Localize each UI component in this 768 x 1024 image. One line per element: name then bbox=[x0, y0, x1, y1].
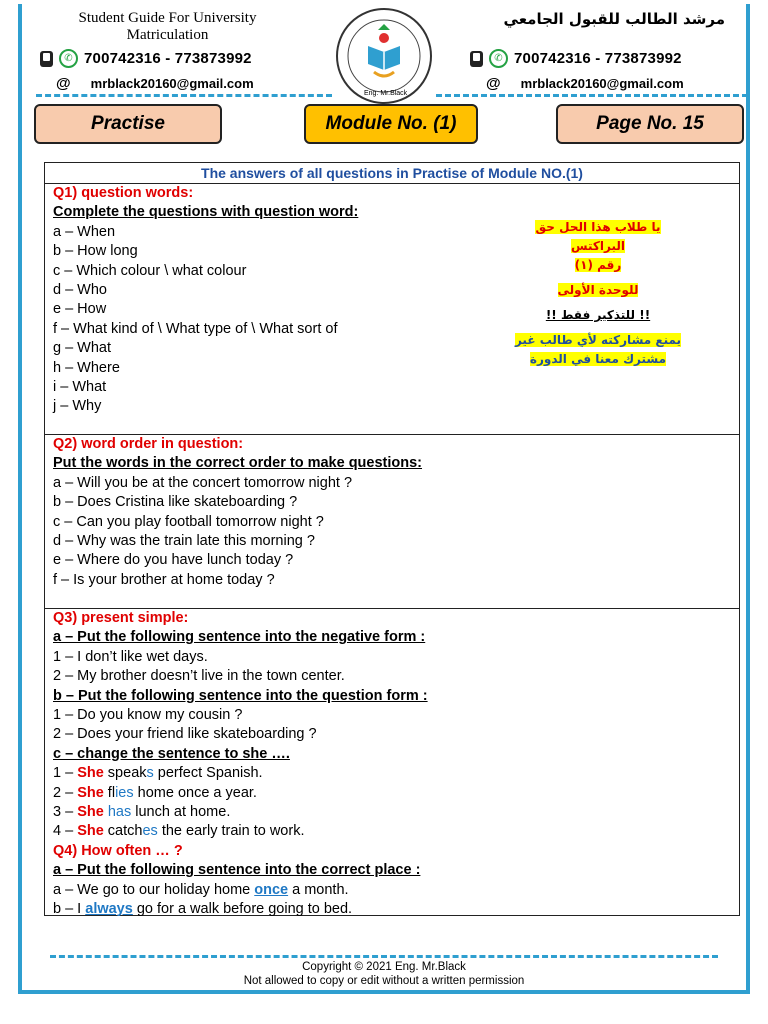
subject-she: She bbox=[77, 823, 104, 840]
list-item: a – When bbox=[53, 223, 116, 240]
subject-she: She bbox=[77, 804, 104, 821]
email-row-right bbox=[486, 75, 684, 92]
tab-page-number bbox=[556, 104, 744, 144]
header-title-en-line2: Matriculation bbox=[126, 27, 209, 43]
phone-icon bbox=[470, 51, 483, 67]
arabic-note-line5: يمنع مشاركته لأي طالب غير bbox=[514, 333, 682, 347]
arabic-note bbox=[513, 218, 683, 369]
list-item: a – Will you be at the concert tomorrow night ? bbox=[53, 474, 353, 491]
phone-row-left bbox=[40, 49, 252, 68]
list-item: 1 – I don’t like wet days. bbox=[53, 648, 208, 665]
item-number: 4 – bbox=[53, 823, 78, 840]
q2-instruction: Put the words in the correct order to make questions: bbox=[53, 455, 423, 472]
arabic-note-line3: للوحدة الأولى bbox=[557, 283, 639, 297]
item-number: 2 – bbox=[53, 784, 78, 801]
text-part: fl bbox=[103, 784, 116, 801]
arabic-note-line4: !! للتذكير فقط !! bbox=[545, 308, 651, 322]
email-address: mrblack20160@gmail.com bbox=[520, 76, 684, 91]
q4-part-a: a – Put the following sentence into the correct place : bbox=[53, 862, 421, 879]
text-part: perfect Spanish. bbox=[153, 765, 263, 782]
list-item: i – What bbox=[53, 379, 107, 396]
section-q3-q4 bbox=[45, 609, 739, 918]
list-item: b – Does Cristina like skateboarding ? bbox=[53, 494, 298, 511]
text-part: lunch at home. bbox=[131, 804, 231, 821]
list-item bbox=[53, 822, 731, 841]
q2-heading: Q2) word order in question: bbox=[53, 436, 244, 452]
tab-module-label: Module No. (1) bbox=[325, 113, 457, 134]
list-item bbox=[53, 764, 731, 783]
footer-copyright: Copyright © 2021 Eng. Mr.Black bbox=[302, 961, 466, 973]
section-q1 bbox=[45, 184, 739, 435]
subject-she: She bbox=[77, 765, 104, 782]
list-item: 2 – Does your friend like skateboarding ? bbox=[53, 726, 317, 743]
list-item bbox=[53, 900, 731, 919]
q1-instruction: Complete the questions with question word: bbox=[53, 204, 359, 221]
header-title-ar: مرشد الطالب للقبول الجامعي bbox=[503, 10, 725, 28]
verb-ending-highlight: s bbox=[146, 765, 154, 782]
q3-heading: Q3) present simple: bbox=[53, 610, 189, 626]
text-part: a month. bbox=[288, 881, 349, 898]
list-item: b – How long bbox=[53, 243, 138, 260]
list-item: c – Which colour \ what colour bbox=[53, 262, 247, 279]
list-item: h – Where bbox=[53, 359, 120, 376]
phone-numbers: 700742316 - 773873992 bbox=[514, 50, 682, 67]
list-item: e – Where do you have lunch today ? bbox=[53, 552, 294, 569]
logo-caption: Eng. Mr.Black bbox=[364, 90, 408, 97]
footer-divider bbox=[50, 955, 718, 958]
list-item bbox=[53, 784, 731, 803]
logo bbox=[336, 8, 432, 104]
q3-part-c: c – change the sentence to she …. bbox=[53, 745, 290, 762]
list-item: c – Can you play football tomorrow night ? bbox=[53, 513, 324, 530]
q3-part-b: b – Put the following sentence into the question form : bbox=[53, 687, 428, 704]
text-part: the early train to work. bbox=[157, 823, 305, 840]
at-icon: @ bbox=[56, 75, 71, 92]
q3-part-a: a – Put the following sentence into the negative form : bbox=[53, 629, 426, 646]
q1-heading: Q1) question words: bbox=[53, 185, 194, 201]
item-number: 1 – bbox=[53, 765, 78, 782]
tab-module bbox=[304, 104, 478, 144]
text-part: catch bbox=[103, 823, 143, 840]
list-item: g – What bbox=[53, 340, 112, 357]
arabic-note-line1: يا طلاب هذا الحل حق البراكتس bbox=[535, 220, 661, 253]
header-divider-right bbox=[436, 94, 748, 97]
phone-numbers: 700742316 - 773873992 bbox=[84, 50, 252, 67]
whatsapp-icon: ✆ bbox=[59, 49, 78, 68]
phone-icon bbox=[40, 51, 53, 67]
phone-row-right bbox=[470, 49, 682, 68]
whatsapp-icon: ✆ bbox=[489, 49, 508, 68]
header-right bbox=[460, 10, 750, 28]
list-item: j – Why bbox=[53, 398, 102, 415]
list-item: e – How bbox=[53, 301, 107, 318]
list-item: f – What kind of \ What type of \ What sort of bbox=[53, 320, 338, 337]
list-item: d – Who bbox=[53, 282, 107, 299]
section-q2 bbox=[45, 435, 739, 609]
footer-notice: Not allowed to copy or edit without a written permission bbox=[243, 975, 525, 987]
tab-practise-label: Practise bbox=[91, 113, 165, 134]
arabic-note-line6: مشترك معنا في الدورة bbox=[529, 352, 667, 366]
adverb-highlight: once bbox=[254, 881, 289, 898]
adverb-highlight: always bbox=[85, 901, 133, 918]
tab-page-label: Page No. 15 bbox=[596, 113, 704, 134]
logo-emblem-icon bbox=[338, 10, 430, 102]
header-left bbox=[40, 10, 340, 44]
tab-practise bbox=[34, 104, 222, 144]
at-icon: @ bbox=[486, 75, 501, 92]
text-part: b – I bbox=[53, 901, 86, 918]
text-part: go for a walk before going to bed. bbox=[132, 901, 353, 918]
list-item: 1 – Do you know my cousin ? bbox=[53, 707, 243, 724]
header-divider-left bbox=[36, 94, 332, 97]
answers-title: The answers of all questions in Practise of Module NO.(1) bbox=[45, 163, 739, 184]
verb-ending-highlight: ies bbox=[115, 784, 134, 801]
answers-table bbox=[44, 162, 740, 916]
header-title-en-line1: Student Guide For University bbox=[78, 10, 257, 26]
list-item: f – Is your brother at home today ? bbox=[53, 571, 275, 588]
item-number: 3 – bbox=[53, 804, 78, 821]
q4-heading: Q4) How often … ? bbox=[53, 842, 183, 859]
list-item: d – Why was the train late this morning ? bbox=[53, 533, 315, 550]
arabic-note-line2: رقم (١) bbox=[574, 258, 622, 272]
text-part: speak bbox=[103, 765, 147, 782]
list-item bbox=[53, 803, 731, 822]
text-part: home once a year. bbox=[133, 784, 257, 801]
list-item: 2 – My brother doesn’t live in the town center. bbox=[53, 668, 345, 685]
list-item bbox=[53, 881, 731, 900]
verb-ending-highlight: has bbox=[107, 804, 132, 821]
email-row-left bbox=[56, 75, 254, 92]
email-address: mrblack20160@gmail.com bbox=[90, 76, 254, 91]
subject-she: She bbox=[77, 784, 104, 801]
text-part: a – We go to our holiday home bbox=[53, 881, 255, 898]
verb-ending-highlight: es bbox=[142, 823, 158, 840]
